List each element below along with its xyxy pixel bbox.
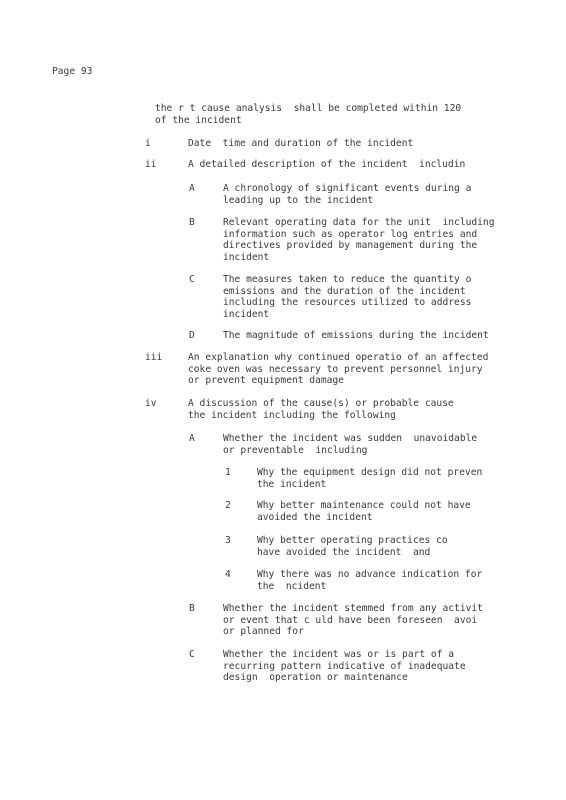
intro-paragraph	[155, 103, 505, 126]
item-marker: B	[189, 603, 195, 614]
item-text	[223, 649, 466, 684]
item-text-line: Relevant operating data for the unit including	[223, 217, 495, 228]
item-text-line: incident	[223, 251, 270, 263]
item-text-line: Date time and duration of the incident	[188, 138, 414, 149]
item-marker: A	[189, 433, 195, 444]
item-text	[223, 603, 483, 638]
item-text-line: the incident including the following	[188, 409, 396, 421]
item-text-line: A discussion of the cause(s) or probable cause	[188, 398, 454, 409]
item-text-line: information such as operator log entries and	[223, 228, 478, 240]
page-number: Page 93	[52, 66, 93, 77]
item-marker: i	[145, 138, 151, 149]
item-text-line: The magnitude of emissions during the incident	[223, 330, 489, 341]
item-text-line: or prevent equipment damage	[188, 375, 344, 387]
item-text-line: or event that c uld have been foreseen avoi	[223, 614, 478, 626]
item-text-line: coke oven was necessary to prevent personnel injury	[188, 363, 483, 375]
item-text	[223, 274, 471, 320]
item-text-line: design operation or maintenance	[223, 672, 408, 684]
item-text	[257, 569, 482, 592]
item-marker: D	[189, 330, 195, 341]
item-text	[257, 467, 482, 490]
item-text-line: the incident	[257, 478, 327, 490]
item-marker: C	[189, 274, 195, 285]
item-text-line: Whether the incident was sudden unavoidable	[223, 433, 478, 444]
item-text-line: Why there was no advance indication for	[257, 569, 483, 580]
item-text-line: leading up to the incident	[223, 194, 374, 206]
item-text-line: A chronology of significant events during a	[223, 183, 472, 194]
item-text-line: Why the equipment design did not preven	[257, 467, 483, 478]
item-text-line: incident	[223, 308, 270, 320]
item-marker: 1	[225, 467, 231, 478]
item-text-line: directives provided by management during the	[223, 240, 478, 252]
item-text-line: including the resources utilized to address	[223, 297, 472, 309]
item-marker: 4	[225, 569, 231, 580]
item-marker: iii	[145, 352, 163, 363]
item-text-line: avoided the incident	[257, 511, 373, 523]
intro-line: the r t cause analysis shall be completed within 120	[155, 103, 462, 114]
item-text-line: or planned for	[223, 626, 304, 638]
item-text	[188, 159, 465, 171]
item-text	[223, 183, 471, 206]
item-text-line: The measures taken to reduce the quantity o	[223, 274, 472, 285]
item-marker: B	[189, 217, 195, 228]
item-text-line: Whether the incident was or is part of a	[223, 649, 455, 660]
item-marker: 2	[225, 500, 231, 511]
item-text	[223, 330, 489, 342]
intro-line: of the incident	[155, 114, 242, 126]
item-text-line: A detailed description of the incident includin	[188, 159, 466, 170]
item-text	[188, 398, 454, 421]
item-text-line: An explanation why continued operatio of an affected	[188, 352, 489, 363]
item-text	[223, 217, 494, 263]
item-text-line: Whether the incident stemmed from any activit	[223, 603, 483, 614]
item-marker: A	[189, 183, 195, 194]
item-marker: 3	[225, 535, 231, 546]
item-text	[188, 138, 413, 150]
item-text-line: recurring pattern indicative of inadequate	[223, 660, 466, 672]
item-text	[223, 433, 477, 456]
item-text	[257, 535, 448, 558]
item-text-line: have avoided the incident and	[257, 546, 431, 558]
item-marker: ii	[145, 159, 157, 170]
item-text-line: Why better operating practices co	[257, 535, 448, 546]
item-marker: iv	[145, 398, 157, 409]
item-text-line: the ncident	[257, 580, 327, 592]
item-text	[188, 352, 488, 387]
item-text-line: or preventable including	[223, 444, 368, 456]
item-marker: C	[189, 649, 195, 660]
item-text-line: Why better maintenance could not have	[257, 500, 471, 511]
item-text-line: emissions and the duration of the incident	[223, 285, 466, 297]
item-text	[257, 500, 471, 523]
